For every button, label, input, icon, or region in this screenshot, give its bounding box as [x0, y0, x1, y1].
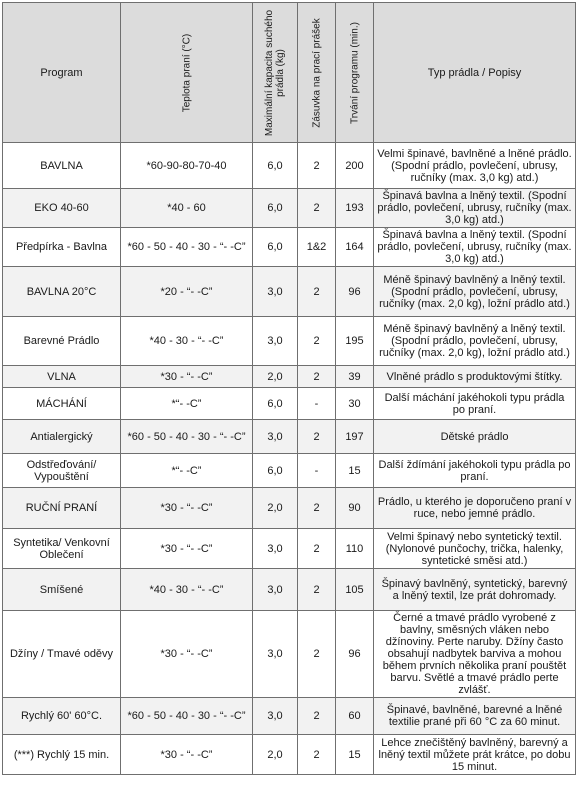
cell-program: RUČNÍ PRANÍ — [3, 488, 121, 529]
cell-description: Dětské prádlo — [374, 420, 576, 454]
cell-temperature: *60-90-80-70-40 — [121, 143, 253, 189]
cell-capacity: 6,0 — [253, 454, 298, 488]
cell-detergent: 2 — [298, 488, 336, 529]
cell-detergent: - — [298, 388, 336, 420]
cell-duration: 110 — [336, 529, 374, 569]
cell-detergent: 2 — [298, 569, 336, 611]
cell-program: Antialergický — [3, 420, 121, 454]
table-row — [3, 529, 576, 569]
cell-capacity: 2,0 — [253, 366, 298, 388]
cell-program: Smíšené — [3, 569, 121, 611]
cell-capacity: 3,0 — [253, 569, 298, 611]
table-row — [3, 569, 576, 611]
cell-capacity: 6,0 — [253, 189, 298, 228]
cell-capacity: 3,0 — [253, 698, 298, 735]
cell-temperature: *30 - “- -C” — [121, 488, 253, 529]
cell-description: Velmi špinavý nebo syntetický textil. (Nylonové punčochy, trička, halenky, syntetické směsi atd.) — [374, 529, 576, 569]
cell-temperature: *60 - 50 - 40 - 30 - “- -C” — [121, 698, 253, 735]
table-row — [3, 454, 576, 488]
cell-duration: 96 — [336, 611, 374, 698]
cell-program: Předpírka - Bavlna — [3, 228, 121, 267]
table-row — [3, 735, 576, 775]
cell-description: Špinavé, bavlněné, barevné a lněné textilie prané při 60 °C za 60 minut. — [374, 698, 576, 735]
cell-program: Barevné Prádlo — [3, 317, 121, 366]
cell-detergent: 2 — [298, 317, 336, 366]
header-program: Program — [3, 3, 121, 143]
header-capacity — [253, 3, 298, 143]
header-duration — [336, 3, 374, 143]
cell-capacity: 6,0 — [253, 388, 298, 420]
cell-program: MÁCHÁNÍ — [3, 388, 121, 420]
cell-detergent: 2 — [298, 611, 336, 698]
cell-duration: 90 — [336, 488, 374, 529]
header-detergent-label: Zásuvka na prací prášek — [311, 17, 322, 128]
cell-temperature: *30 - “- -C” — [121, 529, 253, 569]
header-detergent — [298, 3, 336, 143]
cell-description: Lehce znečištěný bavlněný, barevný a lněný textil můžete prát krátce, po dobu 15 minut. — [374, 735, 576, 775]
cell-description: Špinavá bavlna a lněný textil. (Spodní prádlo, povlečení, ubrusy, ručníky (max. 3,0 kg) atd.) — [374, 189, 576, 228]
cell-description: Další ždímání jakéhokoli typu prádla po praní. — [374, 454, 576, 488]
cell-detergent: - — [298, 454, 336, 488]
cell-program: EKO 40-60 — [3, 189, 121, 228]
cell-capacity: 2,0 — [253, 735, 298, 775]
cell-temperature: *60 - 50 - 40 - 30 - “- -C” — [121, 420, 253, 454]
cell-description: Velmi špinavé, bavlněné a lněné prádlo. (Spodní prádlo, povlečení, ubrusy, ručníky (max. 3,0 kg) atd.) — [374, 143, 576, 189]
cell-duration: 197 — [336, 420, 374, 454]
cell-temperature: *60 - 50 - 40 - 30 - “- -C” — [121, 228, 253, 267]
cell-temperature: *“- -C” — [121, 388, 253, 420]
cell-capacity: 2,0 — [253, 488, 298, 529]
table-row — [3, 488, 576, 529]
table-row — [3, 420, 576, 454]
cell-description: Méně špinavý bavlněný a lněný textil. (Spodní prádlo, povlečení, ubrusy, ručníky (max. 2,0 kg), ložní prádlo atd.) — [374, 267, 576, 317]
cell-detergent: 1&2 — [298, 228, 336, 267]
header-capacity-label: Maximální kapacita suchého prádla (kg) — [264, 9, 286, 136]
cell-detergent: 2 — [298, 143, 336, 189]
cell-description: Černé a tmavé prádlo vyrobené z bavlny, směsných vláken nebo džínoviny. Perte naruby. Džíny často obsahují nadbytek barviva a mohou během prvních několika praní pouštět barvu. Světlé a tmavé prádlo perte zvlášť. — [374, 611, 576, 698]
cell-program: Syntetika/ Venkovní Oblečení — [3, 529, 121, 569]
cell-detergent: 2 — [298, 698, 336, 735]
cell-program: BAVLNA — [3, 143, 121, 189]
header-temperature — [121, 3, 253, 143]
cell-duration: 15 — [336, 454, 374, 488]
table-row — [3, 388, 576, 420]
cell-temperature: *20 - “- -C” — [121, 267, 253, 317]
cell-program: (***) Rychlý 15 min. — [3, 735, 121, 775]
cell-duration: 195 — [336, 317, 374, 366]
cell-program: BAVLNA 20°C — [3, 267, 121, 317]
cell-detergent: 2 — [298, 735, 336, 775]
table-row — [3, 267, 576, 317]
cell-detergent: 2 — [298, 529, 336, 569]
program-table — [2, 2, 576, 775]
header-temperature-label: Teplota praní (°C) — [181, 33, 192, 112]
cell-temperature: *30 - “- -C” — [121, 366, 253, 388]
cell-duration: 193 — [336, 189, 374, 228]
cell-temperature: *40 - 60 — [121, 189, 253, 228]
cell-capacity: 3,0 — [253, 317, 298, 366]
cell-capacity: 6,0 — [253, 143, 298, 189]
cell-program: Odstřeďování/ Vypouštění — [3, 454, 121, 488]
cell-capacity: 6,0 — [253, 228, 298, 267]
cell-temperature: *30 - “- -C” — [121, 735, 253, 775]
cell-temperature: *40 - 30 - “- -C” — [121, 317, 253, 366]
cell-detergent: 2 — [298, 267, 336, 317]
cell-temperature: *40 - 30 - “- -C” — [121, 569, 253, 611]
table-row — [3, 143, 576, 189]
cell-program: VLNA — [3, 366, 121, 388]
cell-duration: 200 — [336, 143, 374, 189]
cell-capacity: 3,0 — [253, 267, 298, 317]
cell-program: Džíny / Tmavé oděvy — [3, 611, 121, 698]
cell-temperature: *“- -C” — [121, 454, 253, 488]
table-row — [3, 698, 576, 735]
cell-description: Další máchání jakéhokoli typu prádla po praní. — [374, 388, 576, 420]
table-row — [3, 189, 576, 228]
cell-description: Prádlo, u kterého je doporučeno praní v ruce, nebo jemné prádlo. — [374, 488, 576, 529]
cell-capacity: 3,0 — [253, 611, 298, 698]
header-duration-label: Trvání programu (min.) — [349, 21, 360, 124]
cell-duration: 96 — [336, 267, 374, 317]
cell-description: Špinavý bavlněný, syntetický, barevný a lněný textil, lze prát dohromady. — [374, 569, 576, 611]
cell-description: Vlněné prádlo s produktovými štítky. — [374, 366, 576, 388]
cell-detergent: 2 — [298, 420, 336, 454]
table-body — [3, 143, 576, 775]
cell-detergent: 2 — [298, 189, 336, 228]
cell-program: Rychlý 60' 60°C. — [3, 698, 121, 735]
table-row — [3, 366, 576, 388]
cell-duration: 105 — [336, 569, 374, 611]
cell-capacity: 3,0 — [253, 420, 298, 454]
cell-temperature: *30 - “- -C” — [121, 611, 253, 698]
cell-duration: 60 — [336, 698, 374, 735]
table-row — [3, 317, 576, 366]
table-row — [3, 611, 576, 698]
cell-capacity: 3,0 — [253, 529, 298, 569]
cell-description: Méně špinavý bavlněný a lněný textil. (Spodní prádlo, povlečení, ubrusy, ručníky (max. 2,0 kg), ložní prádlo atd.) — [374, 317, 576, 366]
header-row — [3, 3, 576, 143]
cell-duration: 30 — [336, 388, 374, 420]
cell-description: Špinavá bavlna a lněný textil. (Spodní prádlo, povlečení, ubrusy, ručníky (max. 3,0 kg) atd.) — [374, 228, 576, 267]
cell-duration: 164 — [336, 228, 374, 267]
header-type: Typ prádla / Popisy — [374, 3, 576, 143]
cell-duration: 15 — [336, 735, 374, 775]
cell-duration: 39 — [336, 366, 374, 388]
cell-detergent: 2 — [298, 366, 336, 388]
table-row — [3, 228, 576, 267]
